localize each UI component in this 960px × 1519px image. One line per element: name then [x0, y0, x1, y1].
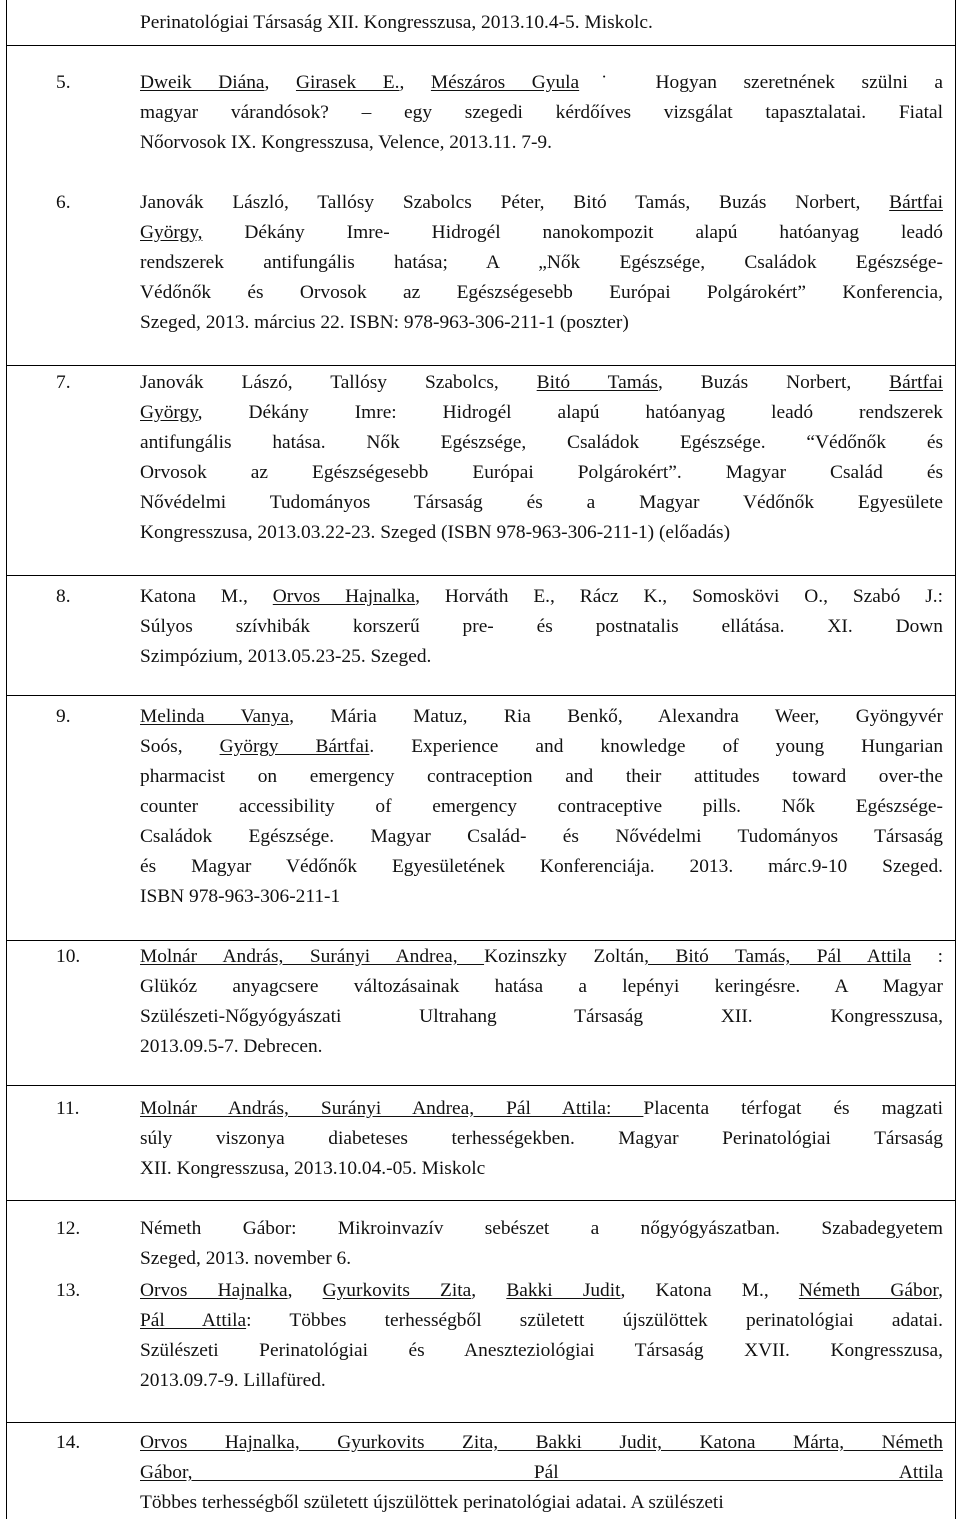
entry-line [140, 1306, 943, 1336]
entry-text-segment: Nőorvosok IX. Kongresszusa, Velence, 2013.11. 7-9. [140, 132, 552, 153]
entry-line [140, 428, 943, 458]
entry-text [140, 1428, 943, 1518]
continuation-text: Perinatológiai Társaság XII. Kongresszusa, 2013.10.4-5. Miskolc. [140, 12, 653, 33]
entry-text-segment: Szimpózium, 2013.05.23-25. Szeged. [140, 646, 432, 667]
entry-line [140, 1094, 943, 1124]
underlined-author: Melinda Vanya [140, 706, 290, 727]
entry-text-segment: counter accessibility of emergency contraceptive pills. Nők Egészsége- [140, 796, 943, 817]
entry-line [140, 398, 943, 428]
entry-line [140, 308, 943, 338]
entry-text-segment: , [399, 72, 431, 93]
entry-text-segment: , Buzás Norbert, [657, 372, 890, 393]
entry-line [140, 1428, 943, 1458]
entry-line [140, 702, 943, 732]
underlined-author: Pál Attila [140, 1310, 247, 1331]
entry-line [140, 642, 943, 672]
underlined-author: Molnár András, Surányi Andrea, Pál Attila: [140, 1098, 644, 1119]
entry-text-segment: , [264, 72, 296, 93]
entry-text-segment: XII. Kongresszusa, 2013.10.04.-05. Miskolc [140, 1158, 486, 1179]
entry-text-segment: Kozinszky Zoltán [484, 946, 645, 967]
entry-text-segment: ˙ Hogyan szeretnének szülni a [579, 72, 944, 93]
continuation-line [140, 8, 943, 38]
entry-text-segment: antifungális hatása. Nők Egészsége, Családok Egészsége. “Védőnők és [140, 432, 943, 453]
entry-text-segment: Szeged, 2013. november 6. [140, 1248, 352, 1269]
row-divider [6, 1200, 956, 1201]
entry-text-segment: , Dékány Imre: Hidrogél alapú hatóanyag leadó rendszerek [197, 402, 943, 423]
underlined-author: Orvos Hajnalka, Gyurkovits Zita, Bakki Judit, Katona Márta, Németh [140, 1432, 943, 1453]
underlined-author: Girasek E. [295, 72, 400, 93]
underlined-author: György, [140, 222, 203, 243]
entry-line [140, 218, 943, 248]
entry-text-segment: 2013.09.5-7. Debrecen. [140, 1036, 323, 1057]
entry-text-segment: magyar várandósok? – egy szegedi kérdőíves vizsgálat tapasztalatai. Fiatal [140, 102, 943, 123]
entry-text-segment: Katona M., [140, 586, 273, 607]
entry-text-segment: : Többes terhességből született újszülöttek perinatológiai adatai. [246, 1310, 943, 1331]
entry-text-segment: pharmacist on emergency contraception and their attitudes toward over-the [140, 766, 943, 787]
entry-text-segment: Nővédelmi Tudományos Társaság és a Magyar Védőnők Egyesülete [140, 492, 943, 513]
entry-text-segment: : [911, 946, 943, 967]
entry-text-segment: Családok Egészsége. Magyar Család- és Nővédelmi Tudományos Társaság [140, 826, 943, 847]
underlined-author: György [140, 402, 198, 423]
entry-text [140, 582, 943, 672]
row-divider [6, 575, 956, 576]
table-right-border [955, 0, 956, 1519]
entry-line [140, 882, 943, 912]
entry-text [140, 68, 943, 158]
entry-line [140, 128, 943, 158]
entry-line [140, 488, 943, 518]
entry-text-segment: Dékány Imre- Hidrogél nanokompozit alapú hatóanyag leadó [202, 222, 943, 243]
underlined-author: György Bártfai [219, 736, 370, 757]
row-divider [6, 1085, 956, 1086]
entry-text-segment: Glükóz anyagcsere változásainak hatása a lepényi keringésre. A Magyar [140, 976, 943, 997]
entry-number: 8. [56, 586, 71, 607]
entry-number: 7. [56, 372, 71, 393]
underlined-author: Bakki Judit [506, 1280, 621, 1301]
entry-text-segment: Védőnők és Orvosok az Egészségesebb Európai Polgárokért” Konferencia, [140, 282, 943, 303]
entry-line [140, 582, 943, 612]
entry-line [140, 1366, 943, 1396]
entry-line [140, 1032, 943, 1062]
row-divider [6, 940, 956, 941]
underlined-author: Gyurkovits Zita [322, 1280, 472, 1301]
entry-text-segment: Kongresszusa, 2013.03.22-23. Szeged (ISBN 978-963-306-211-1) (előadás) [140, 522, 731, 543]
entry-line [140, 972, 943, 1002]
underlined-author: Németh Gábor [798, 1280, 939, 1301]
entry-line [140, 1244, 943, 1274]
entry-line [140, 762, 943, 792]
entry-line [140, 1154, 943, 1184]
underlined-author: Gábor, Pál Attila [140, 1462, 943, 1483]
entry-text-segment: . Experience and knowledge of young Hungarian [369, 736, 944, 757]
underlined-author: Orvos Hajnalka [272, 586, 416, 607]
entry-text-segment: Janovák Lászó, Tallósy Szabolcs, [140, 372, 537, 393]
entry-number: 5. [56, 72, 71, 93]
underlined-author: Orvos Hajnalka [140, 1280, 288, 1301]
entry-number: 10. [56, 946, 81, 967]
entry-line [140, 792, 943, 822]
entry-text-segment: Placenta térfogat és magzati [643, 1098, 943, 1119]
entry-line [140, 822, 943, 852]
entry-text [140, 1094, 943, 1184]
entry-number: 11. [56, 1098, 80, 1119]
entry-text-segment: , Mária Matuz, Ria Benkő, Alexandra Weer, Gyöngyvér [289, 706, 943, 727]
entry-text-segment: Németh Gábor: Mikroinvazív sebészet a nőgyógyászatban. Szabadegyetem [140, 1218, 943, 1239]
entry-text-segment: rendszerek antifungális hatása; A „Nők Egészsége, Családok Egészsége- [140, 252, 943, 273]
entry-line [140, 1124, 943, 1154]
underlined-author: Bitó Tamás [536, 372, 658, 393]
underlined-author: Mészáros Gyula [430, 72, 580, 93]
entry-text [140, 188, 943, 338]
row-divider [6, 365, 956, 366]
entry-text-segment: súly viszonya diabeteses terhességekben. Magyar Perinatológiai Társaság [140, 1128, 943, 1149]
entry-line [140, 248, 943, 278]
entry-number: 13. [56, 1280, 81, 1301]
underlined-author: Molnár András, Surányi Andrea, [140, 946, 485, 967]
entry-text-segment: Orvosok az Egészségesebb Európai Polgárokért”. Magyar Család és [140, 462, 943, 483]
entry-line [140, 1214, 943, 1244]
entry-line [140, 188, 943, 218]
entry-text-segment: Szülészeti-Nőgyógyászati Ultrahang Társaság XII. Kongresszusa, [140, 1006, 943, 1027]
entry-line [140, 852, 943, 882]
underlined-author: , Bitó Tamás, Pál Attila [644, 946, 912, 967]
underlined-author: Bártfai [889, 192, 943, 213]
entry-text [140, 368, 943, 548]
entry-number: 12. [56, 1218, 81, 1239]
entry-line [140, 732, 943, 762]
entry-text-segment: , [471, 1280, 507, 1301]
entry-text [140, 702, 943, 912]
entry-text-segment: Többes terhességből született újszülöttek perinatológiai adatai. A szülészeti [140, 1492, 724, 1513]
underlined-author: Dweik Diána [140, 72, 265, 93]
entry-text-segment: Szeged, 2013. március 22. ISBN: 978-963-306-211-1 (poszter) [140, 312, 629, 333]
entry-text-segment: , [938, 1280, 943, 1301]
entry-number: 6. [56, 192, 71, 213]
entry-line [140, 1276, 943, 1306]
row-divider [6, 45, 956, 46]
entry-line [140, 942, 943, 972]
entry-line [140, 1488, 943, 1518]
entry-text-segment: Szülészeti Perinatológiai és Aneszteziológiai Társaság XVII. Kongresszusa, [140, 1340, 943, 1361]
entry-text [140, 1214, 943, 1274]
table-left-border [6, 0, 7, 1519]
entry-line [140, 68, 943, 98]
entry-line [140, 278, 943, 308]
entry-text-segment: ISBN 978-963-306-211-1 [140, 886, 341, 907]
entry-text-segment: Súlyos szívhibák korszerű pre- és postnatalis ellátása. XI. Down [140, 616, 943, 637]
entry-line [140, 1458, 943, 1488]
entry-number: 14. [56, 1432, 81, 1453]
entry-text [140, 1276, 943, 1396]
entry-text-segment: , Horváth E., Rácz K., Somoskövi O., Szabó J.: [415, 586, 943, 607]
entry-text [140, 942, 943, 1062]
entry-number: 9. [56, 706, 71, 727]
row-divider [6, 1422, 956, 1423]
entry-line [140, 458, 943, 488]
entry-text-segment: Janovák László, Tallósy Szabolcs Péter, Bitó Tamás, Buzás Norbert, [140, 192, 890, 213]
entry-line [140, 1336, 943, 1366]
entry-line [140, 368, 943, 398]
entry-line [140, 98, 943, 128]
row-divider [6, 695, 956, 696]
entry-text-segment: , [287, 1280, 323, 1301]
underlined-author: Bártfai [889, 372, 944, 393]
entry-line [140, 1002, 943, 1032]
entry-text-segment: Soós, [140, 736, 220, 757]
entry-line [140, 612, 943, 642]
entry-line [140, 518, 943, 548]
entry-text-segment: 2013.09.7-9. Lillafüred. [140, 1370, 326, 1391]
entry-text-segment: és Magyar Védőnők Egyesületének Konferenciája. 2013. márc.9-10 Szeged. [140, 856, 943, 877]
entry-text-segment: , Katona M., [620, 1280, 799, 1301]
